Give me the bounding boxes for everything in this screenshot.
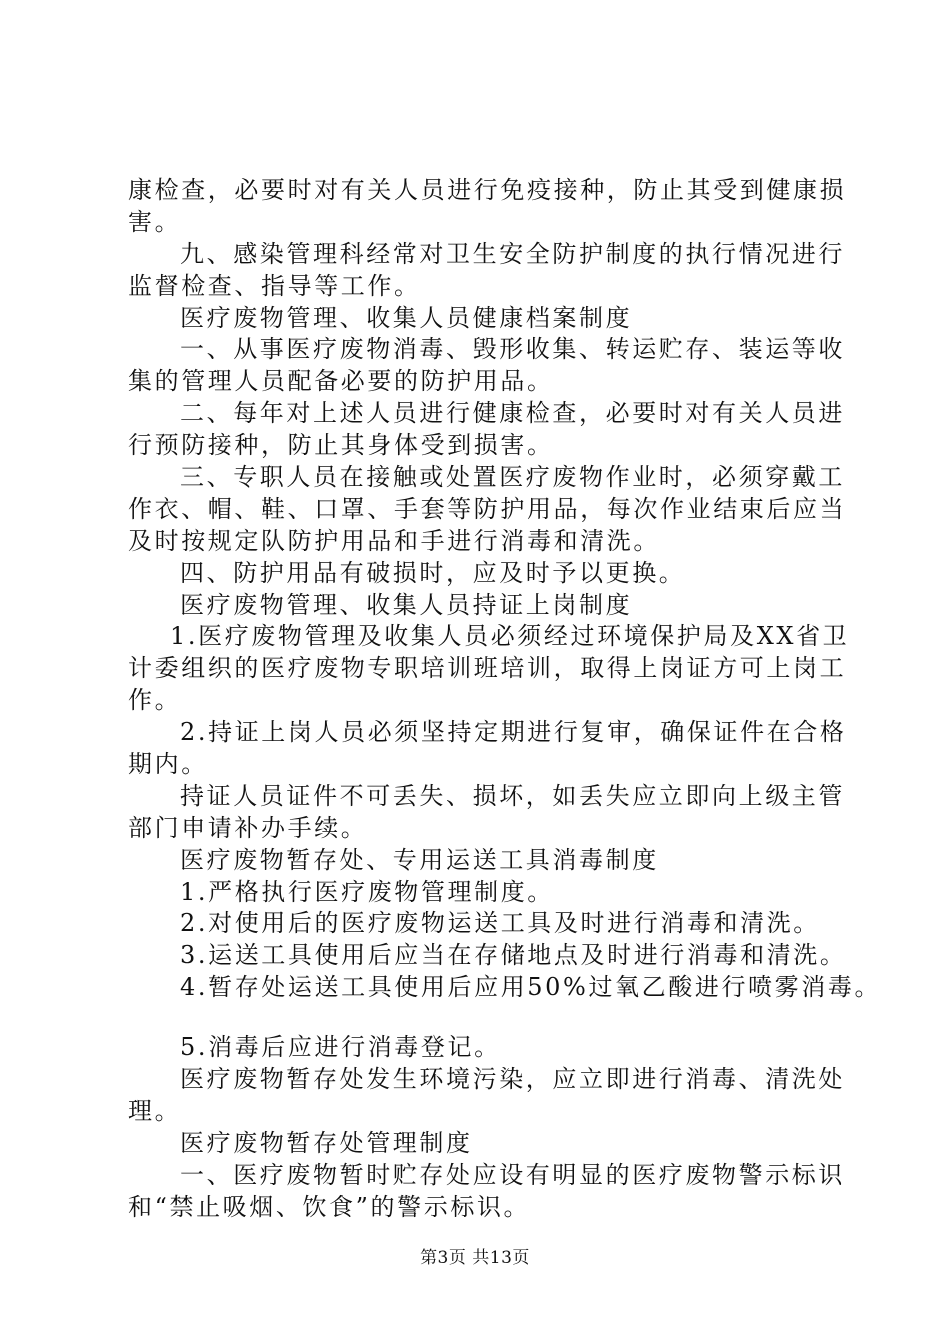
text-line: 1.严格执行医疗废物管理制度。 bbox=[180, 877, 554, 906]
text-line: 3.运送工具使用后应当在存储地点及时进行消毒和清洗。 bbox=[180, 941, 847, 970]
text-line: 一、医疗废物暂时贮存处应设有明显的医疗废物警示标识 bbox=[180, 1160, 845, 1189]
text-line: 作衣、帽、鞋、口罩、手套等防护用品，每次作业结束后应当 bbox=[128, 494, 847, 523]
text-line: 二、每年对上述人员进行健康检查，必要时对有关人员进 bbox=[180, 399, 845, 428]
text-line: 及时按规定队防护用品和手进行消毒和清洗。 bbox=[128, 526, 660, 555]
document-body bbox=[128, 175, 882, 1224]
text-line: 计委组织的医疗废物专职培训班培训，取得上岗证方可上岗工 bbox=[128, 654, 847, 683]
text-line: 集的管理人员配备必要的防护用品。 bbox=[128, 367, 554, 396]
paragraph-gap bbox=[128, 1004, 848, 1032]
text-line: 监督检查、指导等工作。 bbox=[128, 271, 421, 300]
text-line: 5.消毒后应进行消毒登记。 bbox=[180, 1033, 501, 1062]
text-line: 一、从事医疗废物消毒、毁形收集、转运贮存、装运等收 bbox=[180, 335, 845, 364]
text-line: 康检查，必要时对有关人员进行免疫接种，防止其受到健康损 bbox=[128, 176, 847, 204]
text-line: 作。 bbox=[128, 686, 182, 715]
text-line: 三、专职人员在接触或处置医疗废物作业时，必须穿戴工 bbox=[180, 463, 845, 492]
text-line: 害。 bbox=[128, 207, 182, 236]
text-line: 四、防护用品有破损时，应及时予以更换。 bbox=[180, 558, 686, 587]
text-line: 九、感染管理科经常对卫生安全防护制度的执行情况进行 bbox=[180, 239, 845, 268]
text-line: 4.暂存处运送工具使用后应用50%过氧乙酸进行喷雾消毒。 bbox=[180, 973, 882, 1002]
text-line: 2.持证上岗人员必须坚持定期进行复审，确保证件在合格 bbox=[180, 718, 847, 747]
text-line: 部门申请补办手续。 bbox=[128, 813, 368, 842]
text-line: 2.对使用后的医疗废物运送工具及时进行消毒和清洗。 bbox=[180, 909, 820, 938]
section-heading: 医疗废物暂存处管理制度 bbox=[180, 1128, 473, 1157]
text-line: 行预防接种，防止其身体受到损害。 bbox=[128, 431, 554, 460]
text-line: 期内。 bbox=[128, 750, 208, 779]
text-line: 理。 bbox=[128, 1096, 182, 1125]
text-line: 和“禁止吸烟、饮食”的警示标识。 bbox=[128, 1192, 531, 1221]
section-heading: 医疗废物暂存处、专用运送工具消毒制度 bbox=[180, 845, 659, 874]
page-number-footer: 第3页 共13页 bbox=[420, 1248, 530, 1268]
text-line: 医疗废物暂存处发生环境污染，应立即进行消毒、清洗处 bbox=[180, 1065, 845, 1094]
section-heading: 医疗废物管理、收集人员健康档案制度 bbox=[180, 303, 633, 332]
text-line: 1.医疗废物管理及收集人员必须经过环境保护局及XX省卫 bbox=[170, 622, 850, 651]
text-line: 持证人员证件不可丢失、损坏，如丢失应立即向上级主管 bbox=[180, 781, 845, 810]
section-heading: 医疗废物管理、收集人员持证上岗制度 bbox=[180, 590, 633, 619]
